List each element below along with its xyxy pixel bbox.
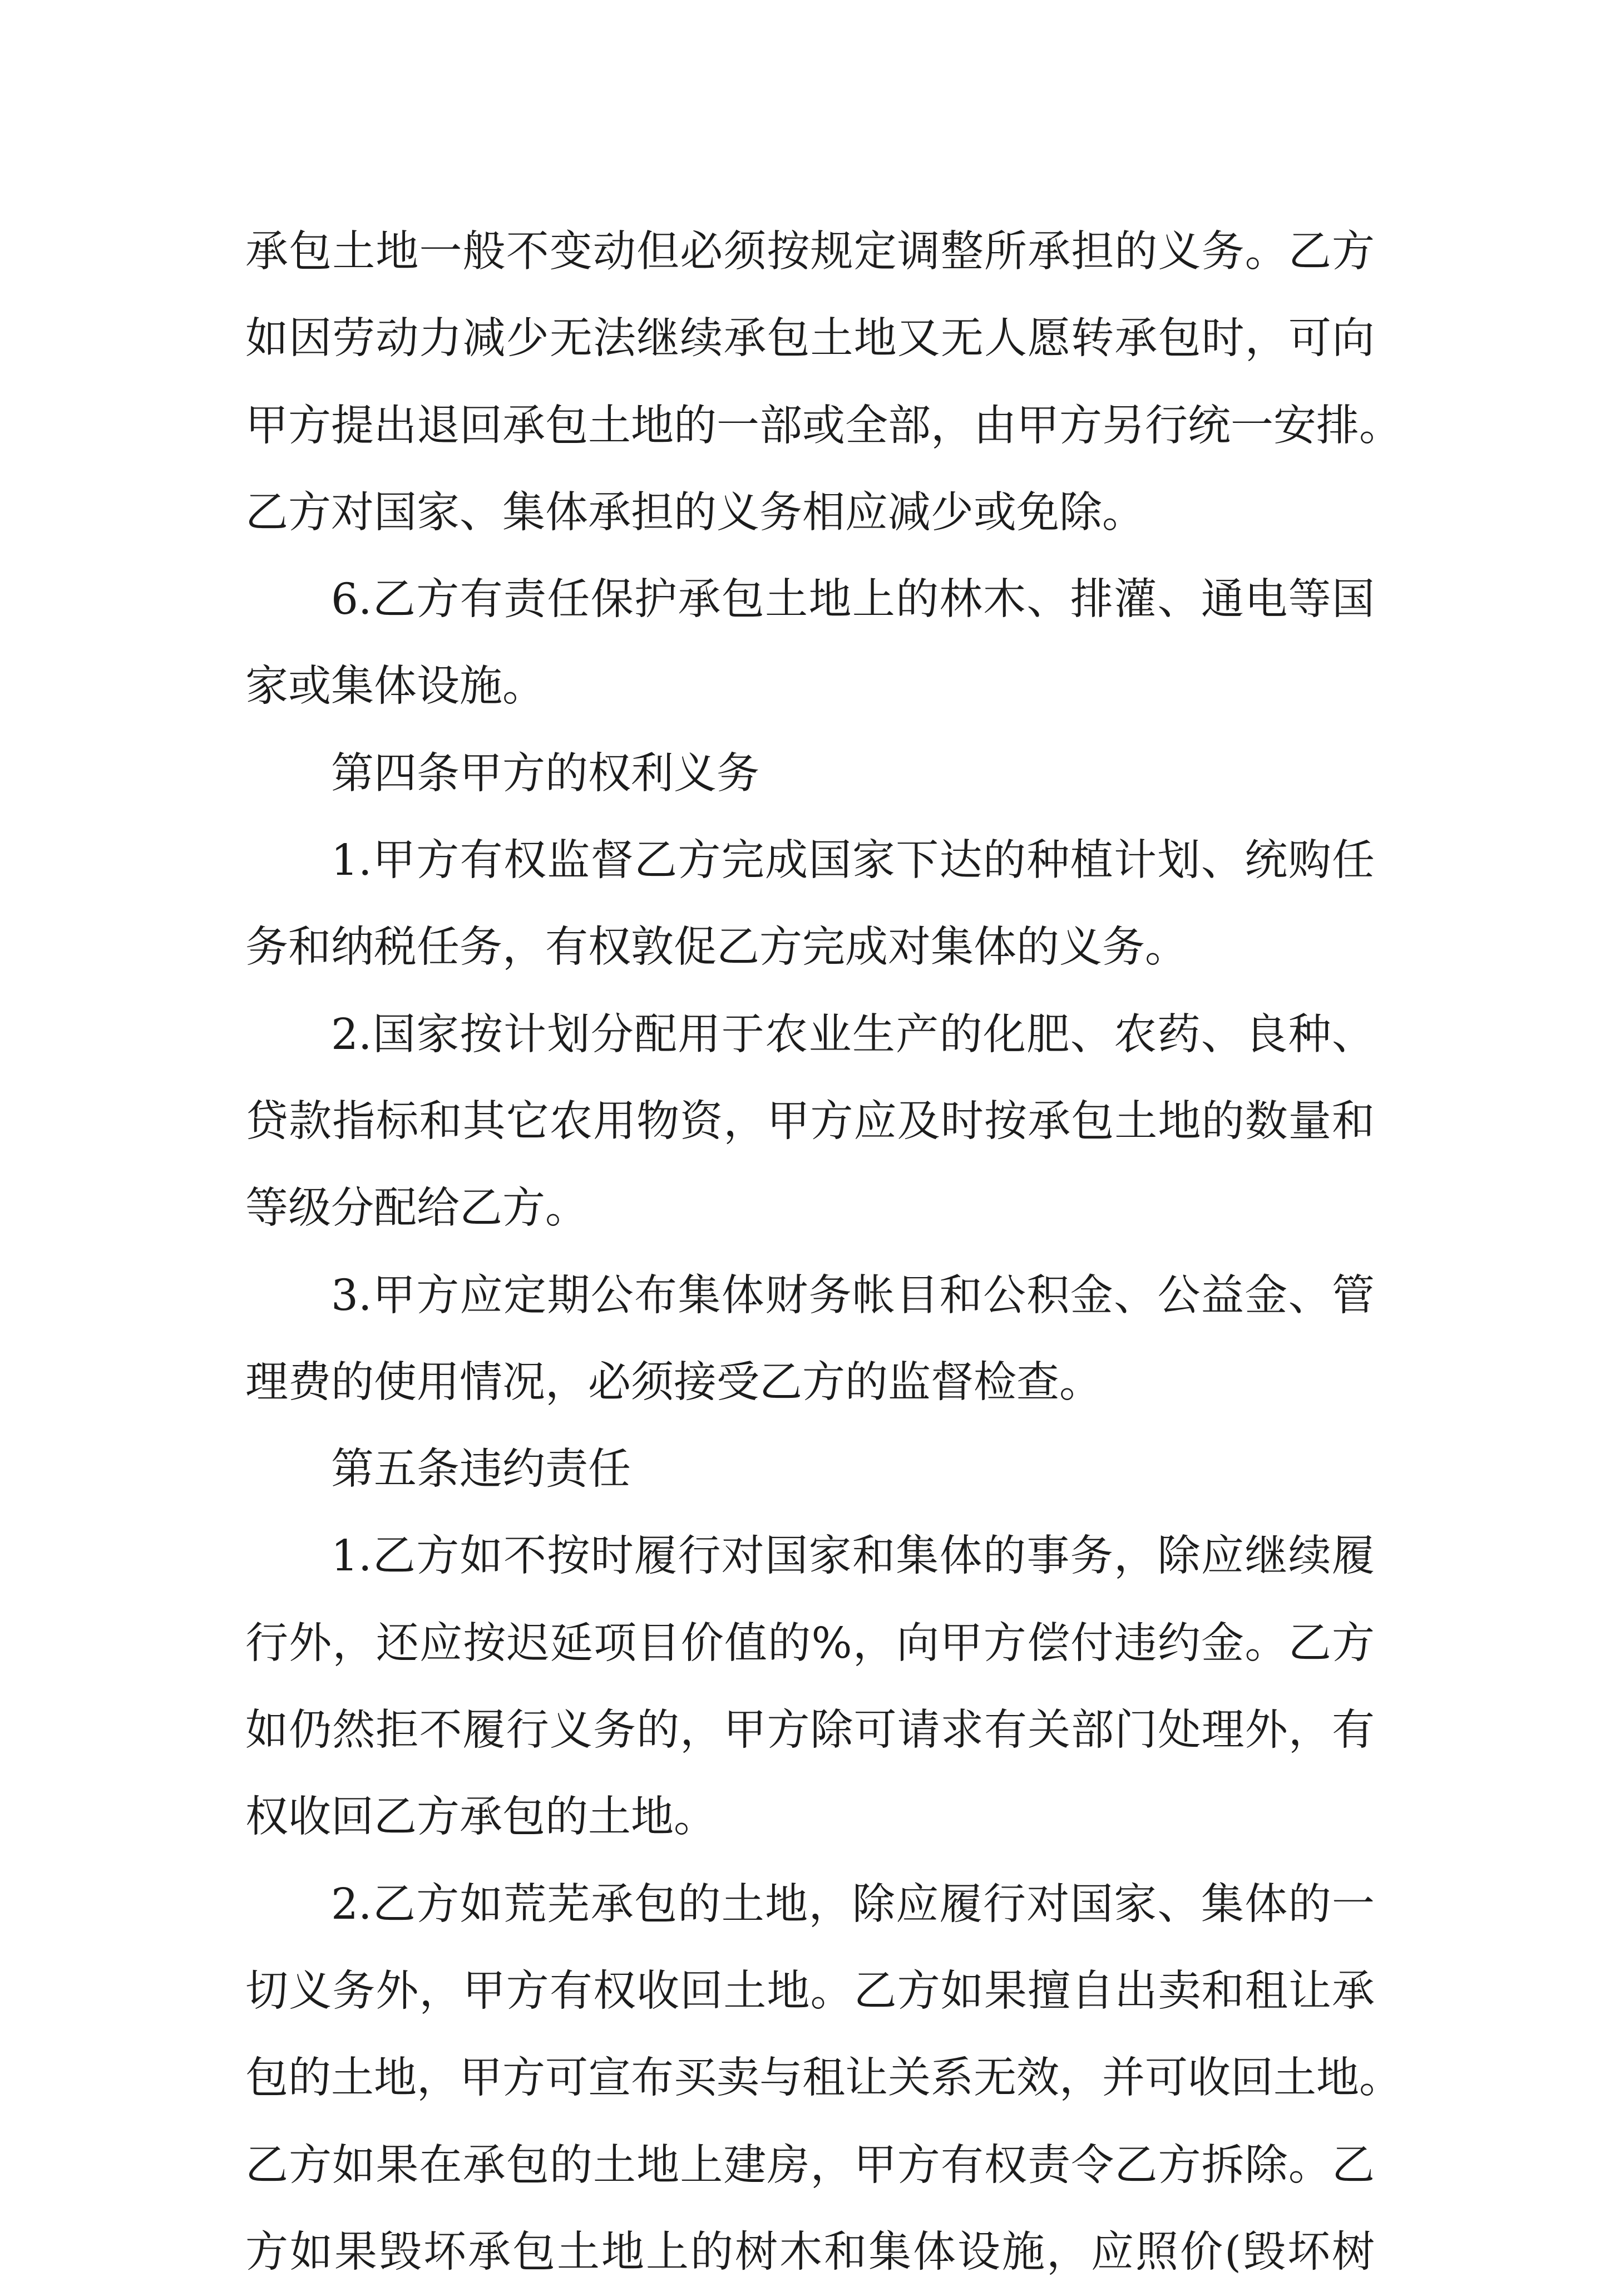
- paragraph-first-line: 第四条甲方的权利义务: [331, 748, 759, 799]
- text-line: 乙方如果在承包的土地上建房，甲方有权责令乙方拆除。乙: [245, 2140, 1375, 2190]
- paragraph-first-line: 第五条违约责任: [331, 1445, 631, 1495]
- text-line: 甲方提出退回承包土地的一部或全部，由甲方另行统一安排。: [245, 401, 1402, 451]
- paragraph-first-line: 1.乙方如不按时履行对国家和集体的事务，除应继续履: [331, 1531, 1375, 1581]
- paragraph-first-line: 1.甲方有权监督乙方完成国家下达的种植计划、统购任: [331, 836, 1375, 886]
- contract-body-text: [245, 209, 1402, 2296]
- text-line: 切义务外，甲方有权收回土地。乙方如果擅自出卖和租让承: [245, 1966, 1375, 2016]
- paragraph-first-line: 2.乙方如荒芜承包的土地，除应履行对国家、集体的一: [331, 1879, 1375, 1929]
- text-line: 方如果毁坏承包土地上的树木和集体设施，应照价(毁坏树: [245, 2227, 1375, 2277]
- text-line: 承包土地一般不变动但必须按规定调整所承担的义务。乙方: [245, 227, 1375, 277]
- text-line: 家或集体设施。: [245, 662, 545, 712]
- text-line: 如因劳动力减少无法继续承包土地又无人愿转承包时，可向: [245, 314, 1375, 364]
- text-line: 务和纳税任务，有权敦促乙方完成对集体的义务。: [245, 923, 1188, 973]
- text-line: 等级分配给乙方。: [245, 1184, 588, 1234]
- paragraph-first-line: 2.国家按计划分配用于农业生产的化肥、农药、良种、: [331, 1009, 1375, 1060]
- text-line: 贷款指标和其它农用物资，甲方应及时按承包土地的数量和: [245, 1096, 1375, 1146]
- text-line: 如仍然拒不履行义务的，甲方除可请求有关部门处理外，有: [245, 1706, 1375, 1756]
- text-line: 行外，还应按迟延项目价值的%，向甲方偿付违约金。乙方: [245, 1618, 1375, 1668]
- paragraph-first-line: 3.甲方应定期公布集体财务帐目和公积金、公益金、管: [331, 1270, 1375, 1321]
- text-line: 理费的使用情况，必须接受乙方的监督检查。: [245, 1357, 1102, 1407]
- text-line: 权收回乙方承包的土地。: [245, 1792, 717, 1842]
- paragraph-first-line: 6.乙方有责任保护承包土地上的林木、排灌、通电等国: [331, 575, 1375, 625]
- text-line: 乙方对国家、集体承担的义务相应减少或免除。: [245, 487, 1145, 538]
- text-line: 包的土地，甲方可宣布买卖与租让关系无效，并可收回土地。: [245, 2053, 1402, 2103]
